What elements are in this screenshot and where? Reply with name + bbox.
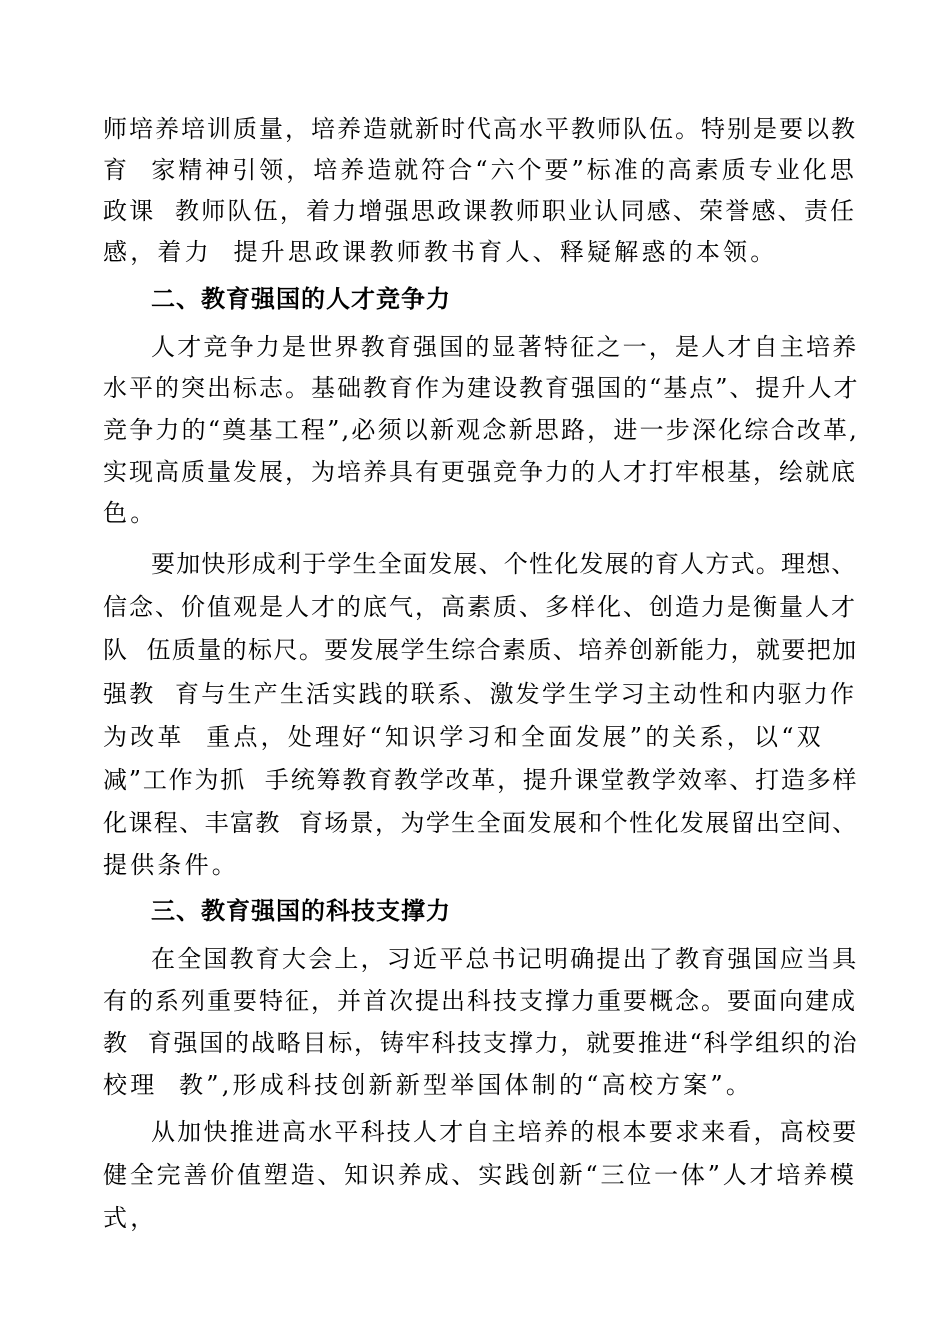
paragraph-5-line-2: 健全完善价值塑造、知识养成、实践创新“三位一体”人才培养模 bbox=[103, 1161, 857, 1189]
paragraph-2-line-1: 人才竞争力是世界教育强国的显著特征之一，是人才自主培养 bbox=[151, 333, 859, 361]
paragraph-2-line-5: 色。 bbox=[103, 499, 158, 527]
paragraph-1-line-1: 师培养培训质量，培养造就新时代高水平教师队伍。特别是要以教 bbox=[103, 115, 857, 143]
paragraph-3-line-1: 要加快形成利于学生全面发展、个性化发展的育人方式。理想、 bbox=[151, 550, 857, 578]
paragraph-3-line-3: 队 伍质量的标尺。要发展学生综合素质、培养创新能力，就要把加 bbox=[103, 636, 858, 664]
paragraph-3-line-5: 为改革 重点，处理好“知识学习和全面发展”的关系，以“双 bbox=[103, 723, 824, 751]
paragraph-4-line-1: 在全国教育大会上，习近平总书记明确提出了教育强国应当具 bbox=[151, 945, 859, 973]
paragraph-3-line-4: 强教 育与生产生活实践的联系、激发学生学习主动性和内驱力作 bbox=[103, 680, 857, 708]
paragraph-3-line-8: 提供条件。 bbox=[103, 851, 239, 879]
paragraph-5-line-1: 从加快推进高水平科技人才自主培养的根本要求来看，高校要 bbox=[151, 1118, 859, 1146]
paragraph-3-line-2: 信念、价值观是人才的底气，高素质、多样化、创造力是衡量人才 bbox=[103, 593, 857, 621]
paragraph-5-line-3: 式， bbox=[103, 1204, 158, 1232]
paragraph-4-line-2: 有的系列重要特征，并首次提出科技支撑力重要概念。要面向建成 bbox=[103, 987, 857, 1015]
paragraph-1-line-2: 育 家精神引领，培养造就符合“六个要”标准的高素质专业化思 bbox=[103, 156, 857, 184]
paragraph-3-line-6: 减”工作为抓 手统筹教育教学改革，提升课堂教学效率、打造多样 bbox=[103, 766, 859, 794]
paragraph-1-line-3: 政课 教师队伍，着力增强思政课教师职业认同感、荣誉感、责任 bbox=[103, 197, 857, 225]
paragraph-2-line-3: 竞争力的“奠基工程”,必须以新观念新思路，进一步深化综合改革, bbox=[103, 416, 859, 444]
section-heading-3: 三、教育强国的科技支撑力 bbox=[151, 897, 451, 925]
paragraph-3-line-7: 化课程、丰富教 育场景，为学生全面发展和个性化发展留出空间、 bbox=[103, 809, 858, 837]
paragraph-4-line-3: 教 育强国的战略目标，铸牢科技支撑力，就要推进“科学组织的治 bbox=[103, 1029, 859, 1057]
paragraph-2-line-2: 水平的突出标志。基础教育作为建设教育强国的“基点”、提升人才 bbox=[103, 374, 860, 402]
paragraph-2-line-4: 实现高质量发展，为培养具有更强竞争力的人才打牢根基，绘就底 bbox=[103, 458, 857, 486]
paragraph-1-line-4: 感，着力 提升思政课教师教书育人、释疑解惑的本领。 bbox=[103, 238, 778, 266]
paragraph-4-line-4: 校理 教”,形成科技创新新型举国体制的“高校方案”。 bbox=[103, 1071, 754, 1099]
section-heading-2: 二、教育强国的人才竞争力 bbox=[151, 285, 451, 313]
